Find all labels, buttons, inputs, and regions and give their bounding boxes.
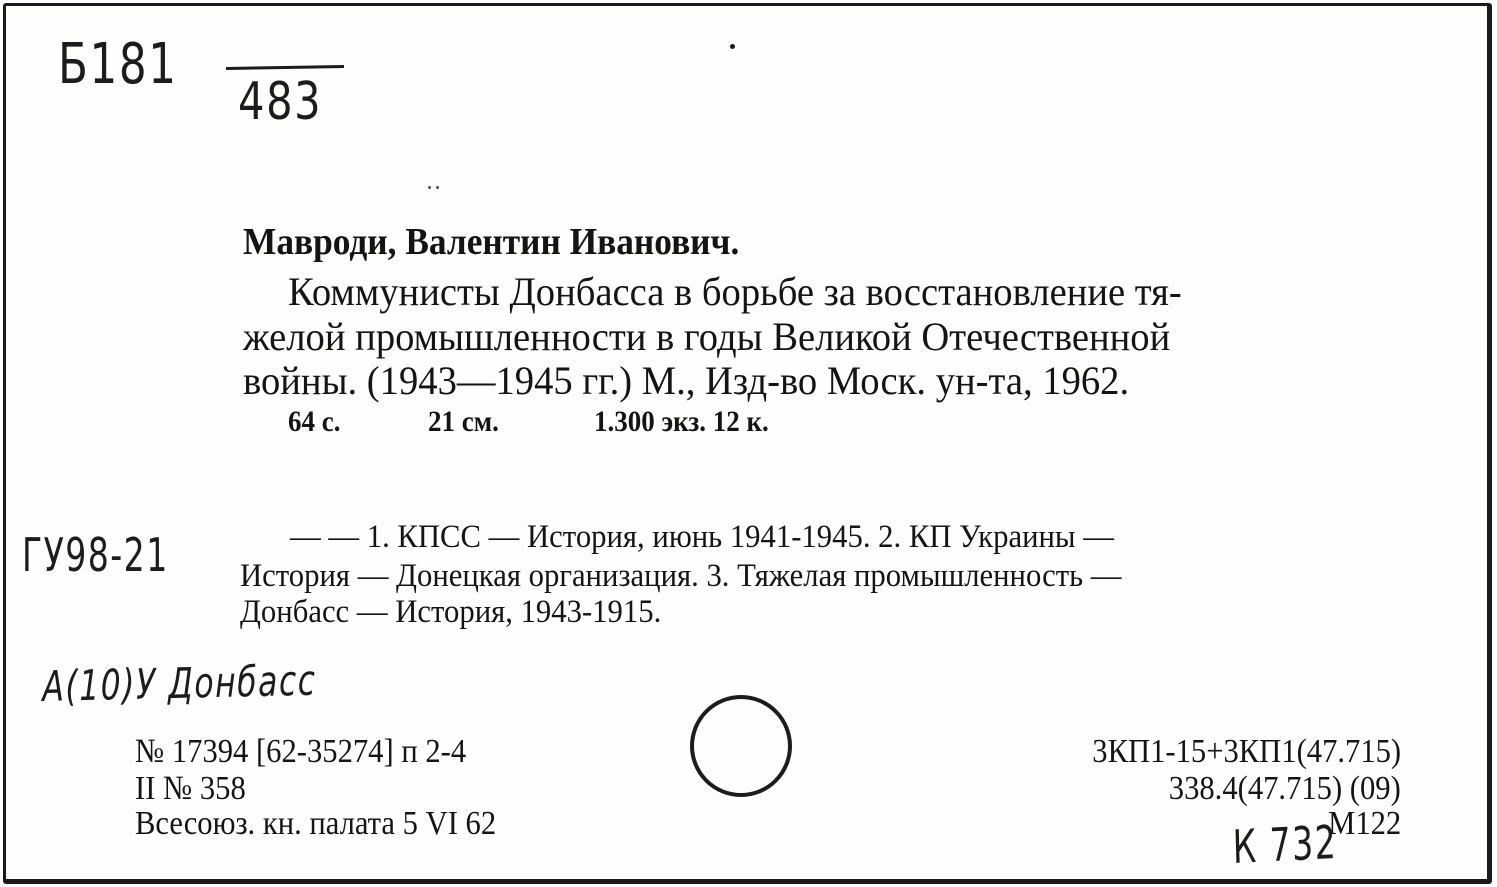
- record-title-line-3: войны. (1943—1945 гг.) М., Изд-во Моск. ун-та, 1962.: [243, 358, 1130, 403]
- punch-dot: [730, 44, 735, 49]
- record-title-line-1: Коммунисты Донбасса в борьбе за восстановление тя-: [288, 269, 1182, 314]
- stamp-circle: [690, 695, 792, 797]
- classification-line-2: 338.4(47.715) (09): [1168, 770, 1401, 807]
- record-title-line-2: желой промышленности в годы Великой Отечественной: [243, 314, 1171, 359]
- imprint-number-line: № 17394 [62-35274] п 2-4: [135, 733, 467, 770]
- record-size: 21 см.: [428, 405, 499, 438]
- record-author: Мавроди, Валентин Иванович.: [243, 221, 740, 263]
- bottom-handwritten-mark: К 732: [1232, 814, 1338, 874]
- record-pages: 64 с.: [288, 405, 341, 438]
- subject-line-2: История — Донецкая организация. 3. Тяжелая промышленность —: [240, 558, 1122, 594]
- shelf-mark-prefix: Б181: [58, 32, 178, 97]
- subject-line-1: — — 1. КПСС — История, июнь 1941-1945. 2. КП Украины —: [290, 519, 1114, 555]
- imprint-chamber-line: Всесоюз. кн. палата 5 VI 62: [135, 805, 497, 842]
- speck: [436, 186, 439, 189]
- registration-mark: ГУ98-21: [22, 528, 169, 582]
- subject-note: А(10)У Донбасс: [42, 655, 317, 711]
- subject-line-3: Донбасс — История, 1943-1915.: [240, 594, 662, 630]
- classification-line-1: 3КП1-15+3КП1(47.715): [1092, 733, 1401, 770]
- shelf-mark-number: 483: [238, 72, 323, 132]
- speck: [428, 186, 431, 189]
- record-copies-price: 1.300 экз. 12 к.: [594, 405, 769, 438]
- classification-line-3: М122: [1327, 805, 1401, 842]
- imprint-second-line: II № 358: [135, 770, 246, 807]
